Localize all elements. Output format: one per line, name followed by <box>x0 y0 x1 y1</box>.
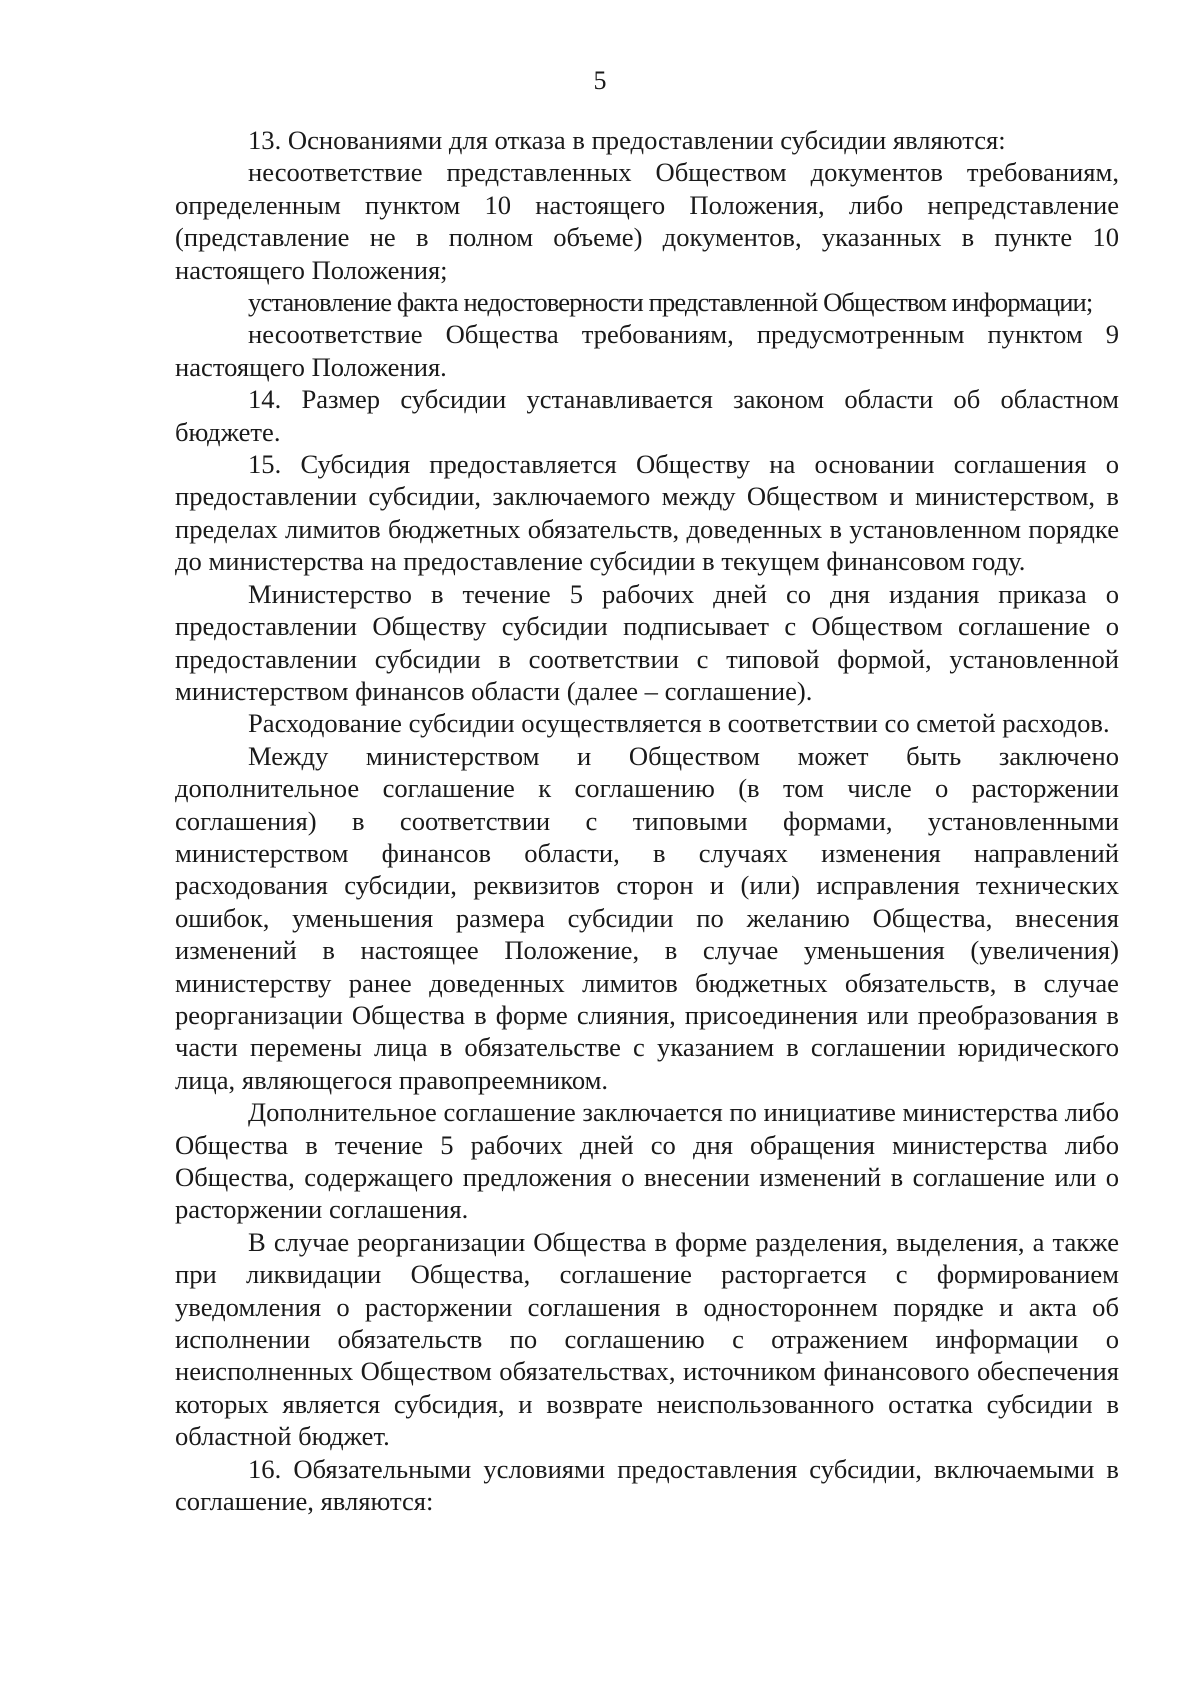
paragraph-14: 14. Размер субсидии устанавливается законом области об областном бюджете. <box>175 384 1119 447</box>
paragraph-additional-agreement: Между министерством и Обществом может быть заключено дополнительное соглашение к соглашению (в том числе о расторжении соглашения) в соответствии с типовыми формами, установленными министерством финансов области, в случаях изменения направлений расходования субсидии, реквизитов сторон и (или) исправления технических ошибок, уменьшения размера субсидии по желанию Общества, внесения изменений в настоящее Положение, в случае уменьшения (увеличения) министерству ранее доведенных лимитов бюджетных обязательств, в случае реорганизации Общества в форме слияния, присоединения или преобразования в части перемены лица в обязательстве с указанием в соглашении юридического лица, являющегося правопреемником. <box>175 740 1119 1095</box>
paragraph-agreement-signing: Министерство в течение 5 рабочих дней со дня издания приказа о предоставлении Обществу субсидии подписывает с Обществом соглашение о предоставлении субсидии в соответствии с типовой формой, установленной министерством финансов области (далее – соглашение). <box>175 578 1119 706</box>
paragraph-13-reason-documents: несоответствие представленных Обществом документов требованиям, определенным пунктом 10 настоящего Положения, либо непредставление (представление не в полном объеме) документов, указанных в пункте 10 настоящего Положения; <box>175 157 1119 285</box>
paragraph-13-heading: 13. Основаниями для отказа в предоставлении субсидии являются: <box>248 125 1006 155</box>
document-body <box>175 124 1119 1517</box>
paragraph-15: 15. Субсидия предоставляется Обществу на основании соглашения о предоставлении субсидии, заключаемого между Обществом и министерством, в пределах лимитов бюджетных обязательств, доведенных в установленном порядке до министерства на предоставление субсидии в текущем финансовом году. <box>175 449 1119 577</box>
paragraph-spending: Расходование субсидии осуществляется в соответствии со сметой расходов. <box>248 708 1110 739</box>
paragraph-reorganization: В случае реорганизации Общества в форме разделения, выделения, а также при ликвидации Общества, соглашение расторгается с формированием уведомления о расторжении соглашения в одностороннем порядке и акта об исполнении обязательств по соглашению с отражением информации о неисполненных Обществом обязательствах, источником финансового обеспечения которых является субсидия, и возврате неиспользованного остатка субсидии в областной бюджет. <box>175 1226 1119 1452</box>
paragraph-additional-agreement-initiative: Дополнительное соглашение заключается по инициативе министерства либо Общества в течение 5 рабочих дней со дня обращения министерства либо Общества, содержащего предложения о внесении изменений в соглашение или о расторжении соглашения. <box>175 1097 1119 1225</box>
paragraph-13-reason-requirements: несоответствие Общества требованиям, предусмотренным пунктом 9 настоящего Положения. <box>175 319 1119 382</box>
paragraph-13-reason-false-info: установление факта недостоверности представленной Обществом информации; <box>248 287 1093 318</box>
paragraph-16: 16. Обязательными условиями предоставления субсидии, включаемыми в соглашение, являются: <box>175 1453 1119 1517</box>
page-number: 5 <box>593 66 607 95</box>
